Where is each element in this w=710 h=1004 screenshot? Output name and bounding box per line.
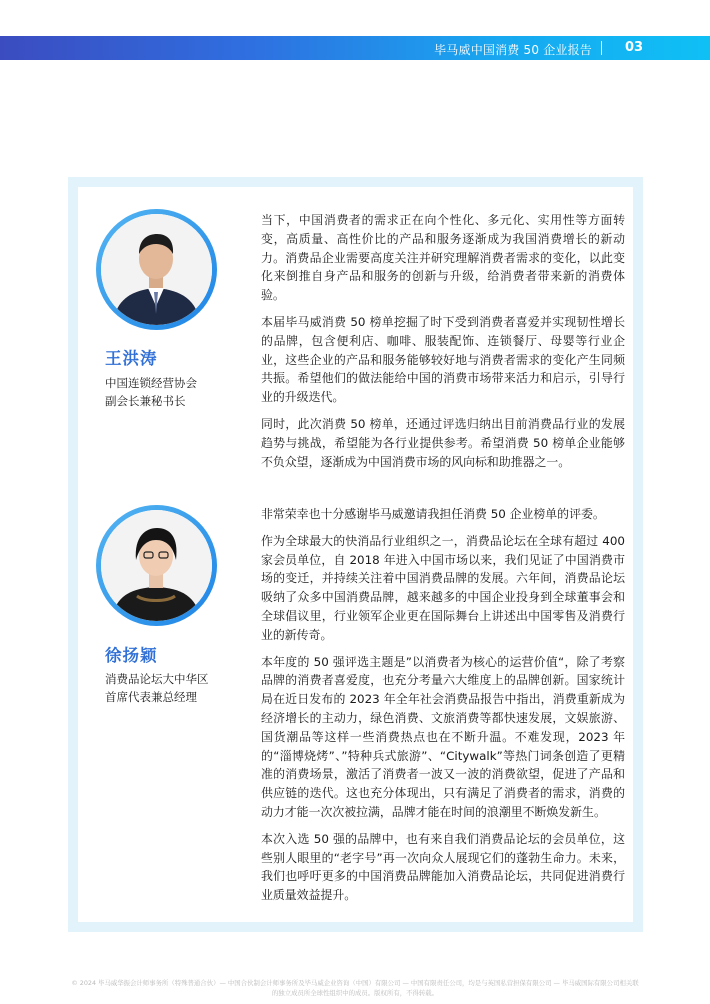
profile-role: 消费品论坛大中华区 首席代表兼总经理 (105, 672, 209, 704)
paragraph: 作为全球最大的快消品行业组织之一，消费品论坛在全球有超过 400 家会员单位，自 2018 年进入中国市场以来，我们见证了中国消费市场的变迁，并持续关注着中国消费品牌的发展。六年间，消费品论坛吸纳了众多中国消费品牌，越来越多的中国企业投身到全球董事会和全球倡议里，行业领军企业更在国际舞台上讲述出中国零售及消费行业的新传奇。 (261, 533, 625, 642)
profile-name: 徐扬颖 (105, 646, 158, 665)
page-number: 03 (625, 40, 644, 55)
paragraph: 同时，此次消费 50 榜单，还通过评选归纳出目前消费品行业的发展趋势与挑战，希望能为各行业提供参考。希望消费 50 榜单企业能够不负众望，逐渐成为中国消费市场的风向标和助推器之一。 (261, 416, 625, 469)
paragraph: 本年度的 50 强评选主题是”以消费者为核心的运营价值“，除了考察品牌的消费者喜爱度，也充分考量六大维度上的品牌创新。国家统计局在近日发布的 2023 年全年社会消费品报告中指出，消费重新成为经济增长的主动力，绿色消费、文旅消费等都快速发展，文娱旅游、国货潮品等这样一些消费热点也在不断升温。不难发现，2023 年的“淄博烧烤”、”特种兵式旅游”、“Citywalk”等热门词条创造了更精准的消费场景，激活了消费者一波又一波的消费欲望，促进了产品和供应链的迭代。这也充分体现出，只有满足了消费者的需求，消费的动力才能一次次被拉满，品牌才能在时间的浪潮里不断焕发新生。 (261, 654, 625, 819)
profile-role: 中国连锁经营协会 副会长兼秘书长 (105, 376, 197, 408)
copyright-footer: © 2024 毕马威华振会计师事务所（特殊普通合伙）— 中国合伙制会计师事务所及毕马威企业咨询（中国）有限公司 — 中国有限责任公司，均是与英国私营担保有限公司 — 毕马威国际有限公司相关联 的独立成员所全球性组织中的成员。版权所有，不得转载。 (71, 979, 639, 997)
portrait-man-icon (101, 214, 212, 325)
profile-name: 王洪涛 (105, 349, 158, 368)
avatar-xu (96, 505, 217, 626)
quote-panel (78, 187, 633, 922)
paragraph: 本届毕马威消费 50 榜单挖掘了时下受到消费者喜爱并实现韧性增长的品牌，包含便利店、咖啡、服装配饰、连锁餐厅、母婴等行业企业，这些企业的产品和服务能够较好地与消费者需求的变化产生同频共振。希望他们的做法能给中国的消费市场带来活力和启示，引导行业的升级迭代。 (261, 314, 625, 405)
portrait-woman-icon (101, 510, 212, 621)
report-title: 毕马威中国消费 50 企业报告 (434, 43, 592, 57)
paragraph: 当下，中国消费者的需求正在向个性化、多元化、实用性等方面转变，高质量、高性价比的产品和服务逐渐成为我国消费增长的新动力。消费品企业需要高度关注并研究理解消费者需求的变化，以此变化来倒推自身产品和服务的创新与升级，给消费者带来新的消费体验。 (261, 213, 625, 303)
quote-text (261, 505, 625, 913)
paragraph: 本次入选 50 强的品牌中，也有来自我们消费品论坛的会员单位，这些别人眼里的“老字号”再一次向众人展现它们的蓬勃生命力。未来，我们也呼吁更多的中国消费品牌能加入消费品论坛，共同促进消费行业质量效益提升。 (261, 831, 625, 903)
paragraph: 非常荣幸也十分感谢毕马威邀请我担任消费 50 企业榜单的评委。 (261, 507, 605, 521)
quote-frame (68, 177, 643, 932)
header-band (0, 36, 710, 60)
quote-text (261, 211, 625, 479)
avatar-wang (96, 209, 217, 330)
header-divider (601, 41, 602, 55)
